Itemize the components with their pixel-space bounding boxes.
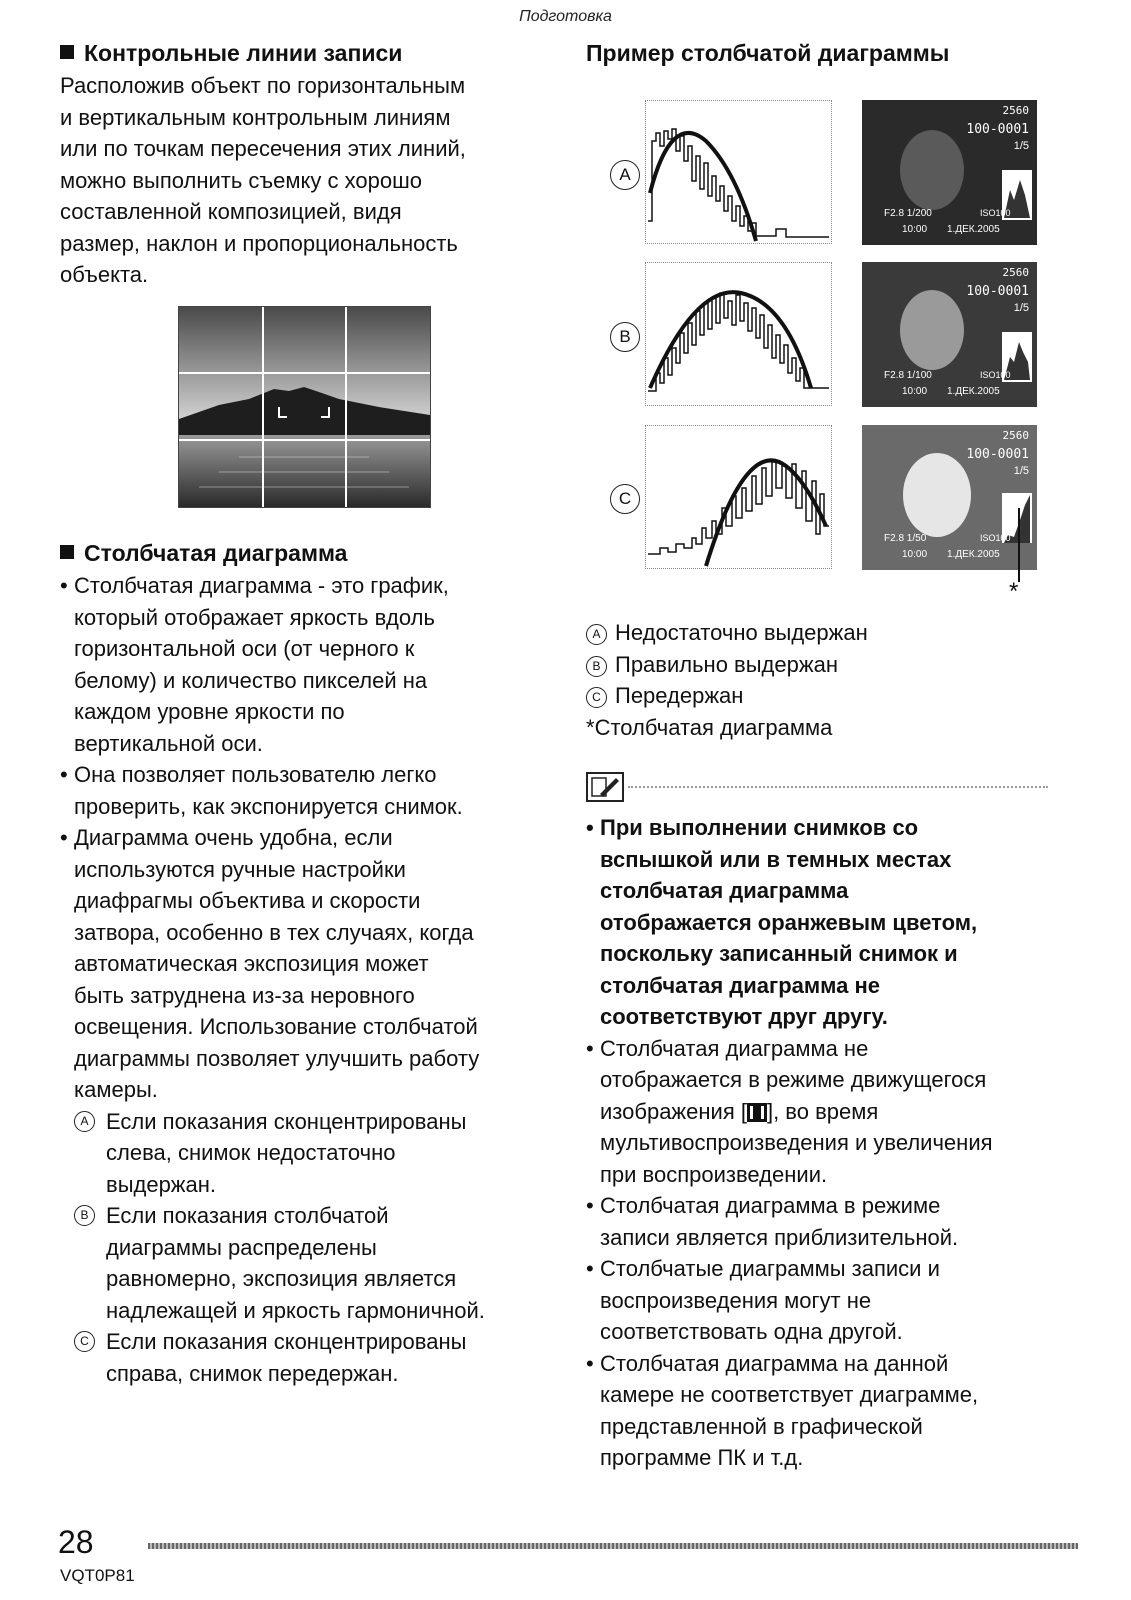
histogram-bullet: • Столбчатая диаграмма - это график, который отображает яркость вдоль горизонтальной оси (от черного к белому) и количество пикселей на каждом уровне яркости по вертикальной оси. bbox=[60, 570, 550, 759]
doc-code: VQT0P81 bbox=[60, 1566, 135, 1585]
histogram-heading bbox=[60, 538, 347, 568]
square-bullet-icon bbox=[60, 545, 74, 559]
pencil-notebook-icon bbox=[588, 774, 622, 800]
legend-item-c: C Передержан bbox=[586, 680, 868, 712]
camera-lcd-underexposed bbox=[862, 100, 1037, 245]
lcd-top-info: 2560 bbox=[1002, 104, 1029, 117]
note-bullet: • Столбчатая диаграмма в режиме записи является приблизительной. bbox=[586, 1190, 1076, 1253]
lcd-exposure: F2.8 1/100 bbox=[884, 370, 932, 381]
film-icon bbox=[747, 1103, 767, 1122]
circled-letter-b: B bbox=[586, 656, 607, 677]
lcd-iso: ISO100 bbox=[980, 208, 1011, 218]
histogram-plot-b bbox=[646, 263, 831, 405]
note-divider bbox=[628, 786, 1048, 788]
note-bullet: • Столбчатая диаграмма на данной камере не соответствует диаграмме, представленной в графической программе ПК и т.д. bbox=[586, 1348, 1076, 1474]
circled-letter-c: C bbox=[74, 1331, 95, 1352]
asterisk-icon: * bbox=[586, 714, 595, 740]
lcd-date: 1.ДЕК.2005 bbox=[947, 224, 1000, 235]
circled-letter-b: B bbox=[74, 1205, 95, 1226]
example-legend bbox=[586, 617, 868, 743]
circled-letter-a: A bbox=[74, 1111, 95, 1132]
guidelines-line: или по точкам пересечения этих линий, bbox=[60, 136, 466, 161]
lcd-top-info: 2560 bbox=[1002, 266, 1029, 279]
asterisk-marker: * bbox=[1009, 578, 1019, 605]
note-icon bbox=[586, 772, 624, 802]
note-bold-bullet: • При выполнении снимков со вспышкой или в темных местах столбчатая диаграмма отображается оранжевым цветом, поскольку записанный снимок и столбчатая диаграмма не соответствуют друг другу. bbox=[586, 812, 1076, 1033]
guidelines-photo bbox=[178, 306, 431, 508]
guidelines-heading bbox=[60, 38, 402, 68]
lcd-date: 1.ДЕК.2005 bbox=[947, 386, 1000, 397]
lcd-exposure: F2.8 1/50 bbox=[884, 533, 927, 544]
lcd-file-number: 100-0001 bbox=[966, 284, 1029, 299]
circled-letter-c: C bbox=[586, 687, 607, 708]
landscape-with-grid-image bbox=[179, 307, 430, 507]
guidelines-line: Расположив объект по горизонтальным bbox=[60, 73, 466, 98]
histogram-graph-correct bbox=[645, 262, 832, 406]
case-item-b: B Если показания столбчатой диаграммы распределены равномерно, экспозиция является надлежащей и яркость гармоничной. bbox=[60, 1200, 550, 1326]
guidelines-line: объекта. bbox=[60, 262, 149, 287]
histogram-bullet: • Она позволяет пользователю легко проверить, как экспонируется снимок. bbox=[60, 759, 550, 822]
guidelines-line: можно выполнить съемку с хорошо bbox=[60, 167, 422, 193]
lcd-iso: ISO100 bbox=[980, 370, 1011, 380]
note-bullet: • Столбчатые диаграммы записи и воспроизведения могут не соответствовать одна другой. bbox=[586, 1253, 1076, 1348]
lcd-exposure: F2.8 1/200 bbox=[884, 208, 932, 219]
histogram-graph-overexposed bbox=[645, 425, 832, 569]
histogram-plot-a bbox=[646, 101, 831, 243]
lcd-file-number: 100-0001 bbox=[966, 122, 1029, 137]
lcd-frame-count: 1/5 bbox=[1013, 302, 1029, 314]
histogram-bullet: • Диаграмма очень удобна, если используются ручные настройки диафрагмы объектива и скорости затвора, особенно в тех случаях, когда автоматическая экспозиция может быть затруднена из-за неровного освещения. Использование столбчатой диаграммы позволяет улучшить работу камеры. bbox=[60, 822, 550, 1106]
legend-item-star: *Столбчатая диаграмма bbox=[586, 714, 833, 740]
histogram-description bbox=[60, 570, 550, 1389]
legend-item-a: A Недостаточно выдержан bbox=[586, 617, 868, 649]
lcd-time: 10:00 bbox=[902, 224, 928, 235]
row-mark-a: A bbox=[610, 160, 640, 190]
lcd-time: 10:00 bbox=[902, 549, 928, 560]
example-heading: Пример столбчатой диаграммы bbox=[586, 40, 950, 66]
lcd-frame-count: 1/5 bbox=[1013, 140, 1029, 152]
guidelines-line: размер, наклон и пропорциональность bbox=[60, 230, 458, 256]
header-title: Подготовка bbox=[519, 8, 612, 25]
histogram-graph-underexposed bbox=[645, 100, 832, 244]
lcd-top-info: 2560 bbox=[1002, 429, 1029, 442]
guidelines-line: составленной композицией, видя bbox=[60, 199, 402, 224]
lcd-iso: ISO100 bbox=[980, 533, 1011, 543]
guidelines-heading-text: Контрольные линии записи bbox=[84, 40, 403, 66]
lcd-frame-count: 1/5 bbox=[1013, 465, 1029, 477]
guidelines-body bbox=[60, 70, 540, 291]
lcd-date: 1.ДЕК.2005 bbox=[947, 549, 1000, 560]
pointer-line bbox=[1018, 508, 1020, 582]
case-item-c: C Если показания сконцентрированы справа, снимок передержан. bbox=[60, 1326, 550, 1389]
circled-letter-a: A bbox=[586, 624, 607, 645]
row-mark-b: B bbox=[610, 322, 640, 352]
camera-lcd-correct bbox=[862, 262, 1037, 407]
case-item-a: A Если показания сконцентрированы слева, снимок недостаточно выдержан. bbox=[60, 1106, 550, 1201]
page-number: 28 bbox=[58, 1524, 94, 1560]
lcd-file-number: 100-0001 bbox=[966, 447, 1029, 462]
footer-rule bbox=[148, 1543, 1078, 1549]
square-bullet-icon bbox=[60, 45, 74, 59]
row-mark-c: C bbox=[610, 484, 640, 514]
histogram-heading-text: Столбчатая диаграмма bbox=[84, 540, 348, 566]
guidelines-line: и вертикальным контрольным линиям bbox=[60, 104, 451, 130]
histogram-plot-c bbox=[646, 426, 831, 568]
notes-section bbox=[586, 812, 1076, 1474]
lcd-time: 10:00 bbox=[902, 386, 928, 397]
note-bullet: • Столбчатая диаграмма не отображается в режиме движущегося изображения [ ], во время мультивоспроизведения и увеличения при воспроизведении. bbox=[586, 1033, 1076, 1191]
legend-item-b: B Правильно выдержан bbox=[586, 649, 868, 681]
camera-lcd-overexposed bbox=[862, 425, 1037, 570]
